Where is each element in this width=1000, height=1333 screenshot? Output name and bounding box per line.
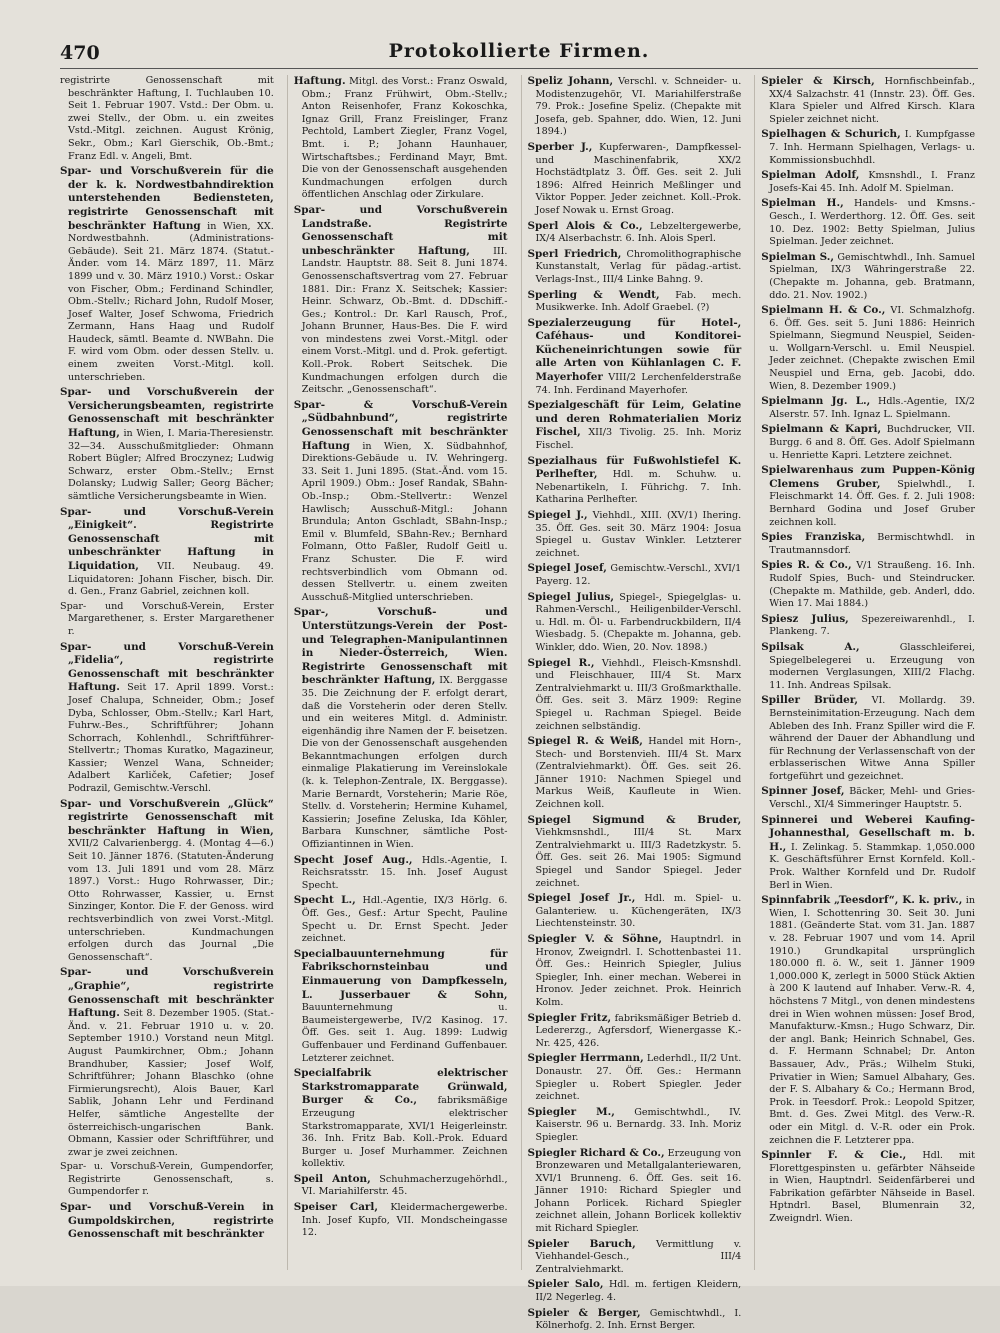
entry-details: Lederhdl., II/2 Unt. Donaustr. 27. Öff. Ges.: Hermann Spiegler u. Robert Spiegler. Jeder zeichnet. (535, 1053, 742, 1103)
firm-name: Spar-, Vorschuß- und Unterstützungs-Verein der Post- und Telegraphen-Manipulantinnen in Nieder-Österreich, Wien. Registrirte Genossenschaft mit beschränkter Haftung, (293, 606, 508, 687)
directory-entry (761, 559, 975, 610)
directory-entry (761, 251, 975, 302)
entry-details: in Wien, X. Südbahnhof, Direktions-Gebäude u. IV. Wehringerg. 33. Seit 1. Juni 1895. (Stat.-Änd. vom 15. April 1909.) Obm.: Josef Randak, SBahn-Ob.-Insp.; Obm.-Stellvertr.: Wenzel Hawlisch; Ausschuß-Mitgl.: Johann Brundula; Anton Gschladt, SBahn-Insp.; Emil v. Blumfeld, SBahn-Rev.; Bernhard Folmann, Otto Faßler, Rudolf Geitl u. Franz Schuster. Die F. wird rechtsverbindlich vom Obmann od. dessen Stellvertr. u. einem zweiten Ausschuß-Mitglied unterschrieben. (301, 440, 508, 603)
directory-entry (761, 785, 975, 811)
entry-details: VII. Neubaug. 49. Liquidatoren: Johann Fischer, bisch. Dir. d. Gen., Franz Gabriel, zeichnen koll. (68, 560, 274, 598)
firm-name: Spezialgeschäft für Leim, Gelatine und deren Rohmaterialien Moriz Fischel, (527, 399, 742, 439)
directory-entry (528, 75, 742, 139)
directory-entry (294, 948, 508, 1065)
directory-entry (294, 854, 508, 893)
firm-name: Spiegel J., (527, 509, 588, 521)
firm-name: Speliz Johann, (527, 75, 614, 87)
entry-details: Gemischtw.-Verschl., XVI/1 Payerg. 12. (535, 563, 742, 587)
entry-details: Hdls.-Agentie, IX/2 Alserstr. 57. Inh. Ignaz L. Spielmann. (769, 396, 975, 420)
directory-entry (528, 455, 742, 507)
entry-details: Bauunternehmung u. Baumeistergewerbe, IV/2 Kasinog. 17. Öff. Ges. seit 1. Aug. 1899: Ludwig Guffenbauer und Ferdinand Guffenbauer. Letzterer zeichnet. (301, 1002, 508, 1064)
directory-entry (761, 694, 975, 783)
firm-name: Sperl Alois & Co., (527, 219, 643, 232)
entry-details: Kupferwaren-, Dampfkessel- und Maschinenfabrik, XX/2 Hochstädtplatz 3. Öff. Ges. seit 2. Juli 1896: Alfred Heinrich Meßlinger und Viktor Popper. Jeder zeichnet. Koll.-Prok. Josef Nowak u. Ernst Groag. (535, 141, 742, 216)
directory-entry (528, 1307, 742, 1333)
firm-name: Spar- und Vorschußverein „Glück“ registrirte Genossenschaft mit beschränkter Haftung in Wien, (60, 797, 274, 837)
directory-entry (761, 197, 975, 248)
firm-name: Spilsak A., (761, 640, 860, 653)
firm-name: Spiegel Josef, (527, 562, 607, 575)
directory-entry (528, 317, 742, 398)
entry-details: registrirte Genossenschaft mit beschränkter Haftung, I. Tuchlauben 10. Seit 1. Februar 1907. Vstd.: Der Obm. u. zwei Stellv., der Obm. u. ein zweites Vstd.-Mitgl. zeichnen. August Krönig, Sekr., Obm.; Karl Gierschik, Ob.-Bmt.; Franz Edl. v. Angeli, Bmt. (60, 75, 274, 162)
entry-details: Handel mit Horn-, Stech- und Borstenvieh. III/4 St. Marx (Zentralviehmarkt). Öff. Ges. seit 26. Jänner 1910: Nachmen Spiegel und Markus Weiß, Kaufleute in Wien. Zeichnen koll. (535, 736, 742, 811)
entry-details: Hdl. m. Spiel- u. Galanteriew. u. Küchengeräten, IX/3 Liechtensteinstr. 30. (535, 893, 742, 930)
directory-entry (60, 1161, 274, 1199)
firm-name: Spielman S., (761, 250, 835, 263)
directory-entry (60, 966, 274, 1159)
firm-name: Sperl Friedrich, (527, 247, 622, 260)
firm-name: Spiesz Julius, (761, 612, 849, 625)
directory-entry (294, 399, 508, 605)
directory-entry (761, 423, 975, 462)
directory-entry (761, 641, 975, 692)
entry-details: Viehhdl., Fleisch-Kmsnshdl. und Fleischhauer, III/4 St. Marx Zentralviehmarkt u. III/3 Großmarkthalle. Öff. Ges. seit 3. März 1909: Regine Spiegel u. Rachman Spiegel. Beide zeichnen selbständig. (535, 657, 742, 732)
firm-name: Spinnerei und Weberei Kaufing-Johannesthal, Gesellschaft m. b. H., (761, 813, 975, 853)
directory-entry (761, 531, 975, 557)
firm-name: Spieler Salo, (527, 1278, 604, 1291)
directory-entry (528, 1052, 742, 1103)
directory-entry (60, 165, 274, 384)
entry-details: Chromolithographische Kunstanstalt, Verlag für pädag.-artist. Verlags-Inst., III/4 Linke Bahng. 9. (535, 248, 742, 285)
directory-entry (528, 657, 742, 734)
entry-details: fabriksmäßiger Betrieb d. Ledererzg., Agfersdorf, Wienergasse K.-Nr. 425, 426. (535, 1012, 742, 1049)
firm-name: Spar- und Vorschuß-Verein „Einigkeit“. Registrirte Genossenschaft mit unbeschränkter Haftung in Liquidation, (60, 505, 274, 572)
directory-entry (294, 1201, 508, 1240)
entry-details: XVII/2 Calvarienbergg. 4. (Montag 4—6.) Seit 10. Jänner 1876. (Statuten-Änderung vom 13. Juli 1891 und vom 28. März 1897.) Vorst.: Hugo Rohrwasser, Dir.; Otto Rohrwasser, Kassier, u. Ernst Sinzinger, Kontor. Die F. der Genoss. wird rechtsverbindlich von zwei Vorst.-Mitgl. unterschrieben. Kundmachungen erfolgen durch das Journal „Die Genossenschaft“. (68, 838, 274, 963)
entry-details: VI. Schmalzhofg. 6. Öff. Ges. seit 5. Juni 1886: Heinrich Spielmann, Siegmund Neuspiel, Seiden- u. Wollgarn-Verschl. u. Emil Neuspiel. Jeder zeichnet. (Chepakte zwischen Emil Neuspiel und Erna, geb. Jacobi, ddo. Wien, 8. Dezember 1909.) (769, 305, 975, 392)
directory-entry (761, 1149, 975, 1226)
firm-name: Spielman H., (761, 197, 844, 210)
firm-name: Spar- und Vorschußverein „Graphie“, registrirte Genossenschaft mit beschränkter Haftung. (60, 966, 274, 1020)
directory-entry (761, 169, 975, 195)
directory-entry (294, 1173, 508, 1199)
firm-name: Spar- und Vorschuß-Verein in Gumpoldskirchen, registrirte Genossenschaft mit beschränkter (60, 1201, 274, 1241)
firm-name: Spielwarenhaus zum Puppen-König Clemens Gruber, (761, 464, 975, 490)
entry-details: V/1 Straußeng. 16. Inh. Rudolf Spies, Buch- und Steindrucker. (Chepakte m. Mathilde, geb. Anderl, ddo. Wien 17. Mai 1884.) (769, 560, 975, 610)
entry-details: Gemischtwhdl., I. Kölnerhofg. 2. Inh. Ernst Berger. (535, 1307, 742, 1332)
directory-entry (528, 933, 742, 1010)
directory-entry (761, 304, 975, 393)
firm-name: Spinnfabrik „Teesdorf“, K. k. priv., (761, 894, 963, 907)
firm-name: Specialbauunternehmung für Fabrikschornsteinbau und Einmauerung von Dampfkesseln, L. Jusserbauer & Sohn, (293, 947, 508, 1001)
firm-name: Spar- und Vorschußverein Landstraße. Registrirte Genossenschaft mit unbeschränkter Haftung, (293, 203, 508, 257)
firm-name: Specialfabrik elektrischer Starkstromapparate Grünwald, Burger & Co., (293, 1067, 508, 1107)
directory-entry (528, 1012, 742, 1051)
firm-name: Haftung. (293, 75, 346, 87)
entry-details: VIII/2 Lerchenfelderstraße 74. Inh. Ferdinand Mayerhofer. (535, 372, 742, 396)
entry-details: Mitgl. des Vorst.: Franz Oswald, Obm.; Franz Frühwirt, Obm.-Stellv.; Anton Reisenhofer, Franz Kokoschka, Ignaz Grill, Franz Freislinger, Franz Pechtold, Lambert Ziegler, Franz Vogel, Bmt. i. P.; Johann Haunhauer, Wirtschaftsbes.; Ferdinand Mayr, Bmt. Die von der Genossenschaft ausgehenden Kundmachungen erfolgen durch öffentlichen Anschlag oder Zirkulare. (301, 76, 508, 201)
entry-details: Hdl. m. fertigen Kleidern, II/2 Negerleg. 4. (535, 1279, 742, 1304)
entry-details: in Wien, XX. Nordwestbahnh. (Administrations-Gebäude). Seit 21. März 1874. (Statut.-Änder. vom 14. März 1897, 11. März 1899 und v. 30. März 1910.) Vorst.: Oskar von Fischer, Obm.; Ferdinand Schindler, Obm.-Stellv.; Richard John, Rudolf Moser, Josef Walter, Josef Schwoma, Friedrich Zermann, Hans Haag und Rudolf Haudeck, sämtl. Beamte d. NWBahn. Die F. wird vom Obm. oder dessen Stellv. u. einem zweiten Vorst.-Mitgl. koll. unterschrieben. (68, 220, 274, 383)
firm-name: Spiller Brüder, (761, 694, 859, 707)
firm-name: Spielman Adolf, (761, 169, 860, 182)
firm-name: Spar- & Vorschuß-Verein „Südbahnbund“, registrirte Genossenschaft mit beschränkter Haftung (293, 398, 508, 452)
entry-details: Kmsnshdl., I. Franz Josefs-Kai 45. Inh. Adolf M. Spielman. (769, 170, 975, 194)
entry-details: Spar- u. Vorschuß-Verein, Gumpendorfer, Registrirte Genossenschaft, s. Gumpendorfer r. (60, 1161, 274, 1198)
entry-details: Bermischtwhdl. in Trautmannsdorf. (769, 532, 975, 556)
entry-details: Spezereiwarenhdl., I. Plankeng. 7. (769, 613, 975, 638)
directory-entry (528, 1238, 742, 1277)
entry-details: Hornfischbeinfab., XX/4 Salzachstr. 41 (Innstr. 23). Öff. Ges. Klara Spieler und Alfred Kirsch. Klara Spieler zeichnet nicht. (769, 76, 975, 125)
directory-entry (528, 248, 742, 287)
directory-entry (60, 386, 274, 503)
firm-name: Sperber J., (527, 140, 593, 153)
entry-details: Hdls.-Agentie, I. Reichsratsstr. 15. Inh. Josef August Specht. (301, 854, 508, 891)
entry-details: Handels- und Kmsns.-Gesch., I. Werderthorg. 12. Öff. Ges. seit 10. Dez. 1902: Betty Spielman, Julius Spielman. Jeder zeichnet. (769, 198, 975, 248)
column-3 (521, 75, 745, 1332)
directory-entry (528, 562, 742, 588)
entry-details: Viehkmsnshdl., III/4 St. Marx Zentralviehmarkt u. III/3 Radetzkystr. 5. Öff. Ges. seit 26. Mai 1905: Sigmund Spiegel und Sandor Spiegel. Jeder zeichnet. (535, 827, 742, 889)
directory-entry (60, 641, 274, 796)
directory-entry (528, 892, 742, 931)
firm-name: Spar- und Vorschuß-Verein „Fidelia“, registrirte Genossenschaft mit beschränkter Haftung. (60, 640, 274, 694)
firm-name: Spiegel Josef Jr., (527, 892, 636, 905)
firm-name: Spiegler M., (527, 1105, 615, 1118)
directory-entry (60, 506, 274, 599)
directory-entry (528, 220, 742, 246)
entry-details: I. Zelinkag. 5. Stammkap. 1,050.000 K. Geschäftsführer Ernst Kornfeld. Koll.-Prok. Walther Kornfeld und Dr. Rudolf Berl in Wien. (769, 841, 975, 891)
entry-details: I. Kumpfgasse 7. Inh. Hermann Spielhagen, Verlags- u. Kommissionsbuchhdl. (769, 129, 975, 166)
directory-entry (528, 1278, 742, 1304)
entry-details: in Wien, I. Schottenring 30. Seit 30. Juni 1881. (Geänderte Stat. vom 31. Jan. 1887 v. 28. Februar 1907 und vom 14. April 1910.) Grundkapital ursprünglich 180.000 fl. ö. W., seit 1. Jänner 1909 1,000.000 K, zerlegt in 5000 Stück Aktien à 200 K lautend auf Inhaber. Verw.-R. 4, höchstens 7 Mitgl., von denen mindestens drei in Wien wohnen müssen: Josef Brod, Manufakturw.-Kmsn.; Hugo Schwarz, Dir. der angl. Bank; Heinrich Schnabel, Ges. d. F. Hermann Schnabel; Dr. Anton Bassauer, Adv., Präs.; Wilhelm Stuki, Privatier in Wien; Samuel Albahary, Ges. der F. S. Albahary & Co.; Hermann Brod, Prok. in Teesdorf. Prok.: Leopold Spitzer, Bmt. d. Ges. Zwei Mitgl. des Verw.-R. oder ein Mitgl. d. V.-R. oder ein Prok. zeichnen die F. Letzterer ppa. (769, 895, 975, 1146)
firm-name: Spielmann Jg. L., (761, 395, 871, 408)
entry-details: IX. Berggasse 35. Die Zeichnung der F. erfolgt derart, daß die Vorsteherin oder deren Stellv. und ein weiteres Mitgl. d. Administr. eigenhändig ihre Namen der F. beisetzen. Die von der Genossenschaft ausgehenden Bekanntmachungen erfolgen durch einmalige Plakatierung im Vereinslokale (k. k. Telephon-Zentrale, IX. Berggasse). Marie Bernardt, Vorsteherin; Marie Röe, Stellv. d. Vorsteherin; Hermine Kuhamel, Kassierin; Josefine Zeluska, Ida Köhler, Barbara Kunschner, sämtliche Post-Offiziantinnen in Wien. (301, 675, 508, 851)
entry-details: Glasschleiferei, Spiegelbelegerei u. Erzeugung von modernen Verglasungen, XIII/2 Flachg. 11. Inh. Andreas Spilsak. (769, 641, 975, 691)
firm-name: Spies R. & Co., (761, 559, 852, 572)
firm-name: Speiser Carl, (293, 1201, 378, 1214)
firm-name: Spiegler Richard & Co., (527, 1146, 665, 1159)
entry-details: Fab. mech. Musikwerke. Inh. Adolf Graebel. (?) (535, 289, 742, 314)
directory-entry (761, 395, 975, 421)
entry-details: Spar- und Vorschuß-Verein, Erster Margarethener, s. Erster Margarethener r. (60, 600, 274, 637)
firm-name: Spiegler Fritz, (527, 1011, 612, 1024)
firm-name: Spies Franziska, (761, 531, 866, 544)
directory-entry (294, 75, 508, 202)
entry-details: Vermittlung v. Viehhandel-Gesch., III/4 Zentralviehmarkt. (535, 1238, 742, 1275)
firm-name: Spiegel Sigmund & Bruder, (527, 813, 742, 826)
directory-entry (761, 464, 975, 529)
directory-entry (761, 613, 975, 639)
directory-entry (528, 814, 742, 891)
entry-details: Verschl. v. Schneider- u. Modistenzugehör, VI. Mariahilferstraße 79. Prok.: Josefine Speliz. (Chepakte mit Josefa, geb. Spahner, ddo. Wien, 12. Juni 1894.) (535, 76, 742, 138)
entry-details: Kleidermachergewerbe. Inh. Josef Kupfo, VII. Mondscheingasse 12. (301, 1202, 508, 1239)
firm-name: Sperling & Wendt, (527, 288, 660, 301)
firm-name: Spiegel R. & Weiß, (527, 735, 643, 748)
firm-name: Spar- und Vorschußverein für die der k. k. Nordwestbahndirektion unterstehenden Bediensteten, registrirte Genossenschaft mit beschränkter Haftung (60, 165, 274, 232)
entry-details: in Wien, I. Maria-Theresienstr. 32—34. Ausschußmitglieder: Ohmann Robert Bügler; Alfred Broczynez; Ludwig Schwarz, erster Obm.-Stellv.; Ernst Dolansky; Ludwig Saller; Georg Bächer; sämtliche Versicherungsbeamte in Wien. (68, 428, 274, 502)
firm-name: Spiegel Julius, (527, 590, 614, 603)
entry-details: Bäcker, Mehl- und Gries-Verschl., XI/4 Simmeringer Hauptstr. 5. (769, 786, 975, 811)
firm-name: Spezialhaus für Fußwohlstiefel K. Perlhefter, (527, 454, 742, 481)
firm-name: Spieler Baruch, (527, 1237, 636, 1250)
entry-details: Spielwhdl., I. Fleischmarkt 14. Öff. Ges. f. 2. Juli 1908: Bernhard Godina und Josef Gruber zeichnen koll. (769, 478, 975, 528)
firm-name: Spielhagen & Schurich, (761, 128, 901, 141)
firm-name: Spieler & Kirsch, (761, 75, 875, 87)
page-number: 470 (60, 42, 100, 64)
entry-details: Spiegel-, Spiegelglas- u. Rahmen-Verschl., Heiligenbilder-Verschl. u. Hdl. m. Öl- u. Farbendruckbildern, II/4 Wiesbadg. 5. (Chepakte m. Johanna, geb. Winkler, ddo. Wien, 20. Nov. 1898.) (535, 591, 742, 653)
directory-entry (528, 141, 742, 218)
firm-name: Specht Josef Aug., (293, 853, 413, 866)
directory-entry (528, 1106, 742, 1145)
directory-entry (761, 894, 975, 1147)
column-4 (754, 75, 978, 1270)
entry-details: Erzeugung von Bronzewaren und Metallgalanteriewaren, XVI/1 Brunneng. 6. Öff. Ges. seit 16. Jänner 1910: Richard Spiegler und Johann Porlicek. Richard Spiegler zeichnet allein, Johann Borlicek kollektiv mit Richard Spiegler. (535, 1147, 742, 1235)
entry-details: Viehhdl., XIII. (XV/1) Ihering. 35. Öff. Ges. seit 30. März 1904: Josua Spiegel u. Gustav Winkler. Letzterer zeichnet. (535, 510, 742, 559)
entry-details: Hdl. mit Florettgespinsten u. gefärbter Nähseide in Wien, Hauptndrl. Seidenfärberei und Fabrikation gefärbter Nähseide in Basel. Hptndrl. Basel, Blumenrain 32, Zweigndrl. Wien. (769, 1150, 975, 1225)
page-header (60, 38, 978, 69)
entry-details: Hdl. m. Schuhw. u. Nebenartikeln, I. Führichg. 7. Inh. Katharina Perlhefter. (535, 469, 742, 506)
entry-details: III. Landstr. Hauptstr. 88. Seit 8. Juni 1874. Genossenschaftsvertrag vom 27. Februar 1881. Dir.: Franz X. Seitschek; Kassier: Heinr. Schwarz, Ob.-Bmt. d. DDschiff.-Ges.; Kontrol.: Dr. Karl Rausch, Prof., Johann Brunner, Haus-Bes. Die F. wird von mindestens zwei Vorst.-Mitgl. oder einem Vorst.-Mitgl. und d. Prok. gefertigt. Koll.-Prok. Robert Seitschek. Die Kundmachungen erfolgen durch die Zeitschr. „Genossenschaft“. (301, 245, 508, 396)
firm-name: Speil Anton, (293, 1172, 371, 1185)
entry-details: Seit 8. Dezember 1905. (Stat.-Änd. v. 21. Februar 1910 u. v. 20. September 1910.) Vorstand neun Mitgl. August Paumkirchner, Obm.; Johann Brandhuber, Kassier; Josef Wolf, Schriftführer; Johann Blaschko (ohne Firmierungsrecht), Alois Bauer, Karl Sablik, Johann Lehr und Ferdinand Helfer, sämtliche Angestellte der österreichisch-ungarischen Bank. Obmann, Kassier oder Schriftführer, und zwar je zwei zeichnen. (68, 1008, 274, 1158)
directory-entry (60, 75, 274, 163)
directory-entry (528, 591, 742, 655)
firm-name: Spiegler V. & Söhne, (527, 933, 662, 945)
directory-entry (60, 1201, 274, 1242)
directory-entry (294, 606, 508, 851)
firm-name: Specht L., (293, 894, 356, 907)
directory-entry (528, 289, 742, 315)
directory-entry (528, 735, 742, 812)
entry-details: Hauptndrl. in Hronov, Zweigndrl. I. Schottenbastei 11. Öff. Ges.: Heinrich Spiegler, Julius Spiegler, Inh. einer mechan. Weberei in Hronov. Jeder zeichnet. Prok. Heinrich Kolm. (535, 934, 742, 1008)
entry-details: fabriksmäßige Erzeugung elektrischer Starkstromapparate, XVI/1 Heigerleinstr. 36. Inh. Fritz Bab. Koll.-Prok. Eduard Burger u. Josef Murhammer. Zeichnen kollektiv. (301, 1095, 508, 1170)
firm-name: Spinnler F. & Cie., (761, 1149, 907, 1162)
columns-container (60, 75, 978, 1332)
entry-details: Schuhmacherzugehörhdl., VI. Mariahilferstr. 45. (301, 1173, 508, 1198)
entry-details: XII/3 Tivolig. 25. Inh. Moriz Fischel. (535, 427, 742, 452)
entry-details: Hdl.-Agentie, IX/3 Hörlg. 6. Öff. Ges., Gesf.: Artur Specht, Pauline Specht u. Dr. Ernst Specht. Jeder zeichnet. (301, 895, 508, 945)
entry-details: Lebzeltergewerbe, IX/4 Alserbachstr. 6. Inh. Alois Sperl. (535, 220, 742, 245)
running-title: Protokollierte Firmen. (388, 40, 650, 62)
column-2 (287, 75, 511, 1270)
firm-name: Spieler & Berger, (527, 1306, 641, 1319)
directory-entry (528, 1147, 742, 1236)
firm-name: Spar- und Vorschußverein der Versicherungsbeamten, registrirte Genossenschaft mit beschränkter Haftung, (60, 386, 274, 440)
directory-entry (761, 128, 975, 167)
directory-entry (528, 399, 742, 452)
directory-entry (60, 798, 274, 965)
directory-entry (294, 1067, 508, 1171)
firm-name: Spielmann & Kapri, (761, 423, 882, 436)
entry-details: VI. Mollardg. 39. Bernsteinimitation-Erzeugung. Nach dem Ableben des Inh. Franz Spiller wird die F. während der Dauer der Abhandlung und für Rechnung der Verlassenschaft von der erblasserischen Witwe Anna Spiller fortgeführt und gezeichnet. (769, 695, 975, 782)
firm-name: Spezialerzeugung für Hotel-, Caféhaus- und Konditorei-Kücheneinrichtungen sowie für alle Arten von Kühlanlagen C. F. Mayerhofer (527, 316, 742, 384)
column-1 (60, 75, 277, 1270)
directory-entry (761, 75, 975, 126)
directory-entry (528, 509, 742, 560)
firm-name: Spielmann H. & Co., (761, 304, 886, 317)
directory-entry (294, 204, 508, 397)
directory-entry (761, 814, 975, 893)
entry-details: Seit 17. April 1899. Vorst.: Josef Chalupa, Schneider, Obm.; Josef Dyba, Schlosser, Obm.-Stellv.; Karl Hart, Fuhrw.-Bes., Schriftführer; Johann Schorrach, Kohlenhdl., Schriftführer-Stellvertr.; Thomas Kuratko, Magazineur, Kassier; Wenzel Wana, Schneider; Adalbert Karliček, Cafetier; Josef Podrazil, Gemischtw.-Verschl. (68, 682, 274, 795)
entry-details: Gemischtwhdl., Inh. Samuel Spielman, IX/3 Währingerstraße 22. (Chepakte m. Johanna, geb. Bratmann, ddo. 21. Nov. 1902.) (769, 251, 975, 301)
firm-name: Spinner Josef, (761, 785, 845, 798)
directory-entry (60, 601, 274, 639)
entry-details: Gemischtwhdl., IV. Kaiserstr. 96 u. Bernardg. 33. Inh. Moriz Spiegler. (535, 1106, 742, 1143)
directory-entry (294, 894, 508, 945)
entry-details: Buchdrucker, VII. Burgg. 6 and 8. Öff. Ges. Adolf Spielmann u. Henriette Kapri. Letztere zeichnet. (769, 424, 975, 461)
firm-name: Spiegler Herrmann, (527, 1052, 644, 1065)
firm-name: Spiegel R., (527, 656, 595, 669)
